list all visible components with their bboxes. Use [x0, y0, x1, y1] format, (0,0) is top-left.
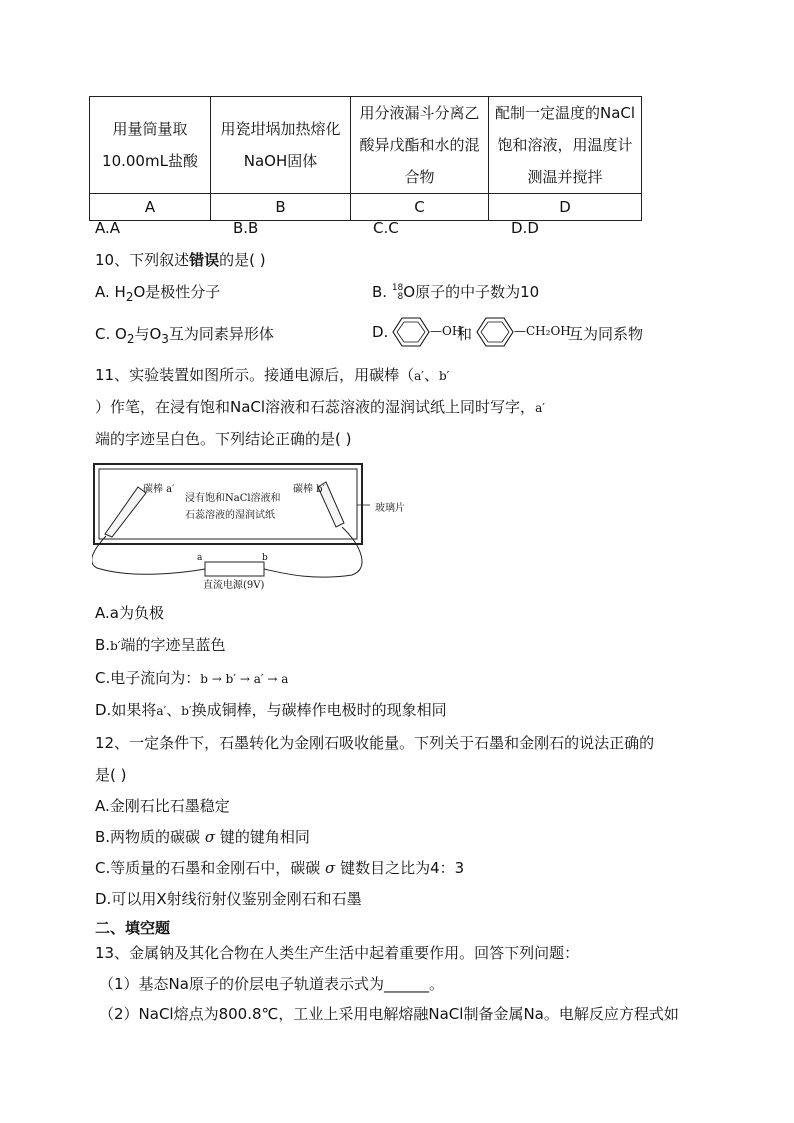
table-label: D [489, 194, 642, 221]
q10-c-text: C. O [95, 325, 127, 343]
b-prime-label: b′ [181, 704, 192, 718]
q12-b-text-end: 键的键角相同 [219, 828, 310, 846]
q10-c-text-end: 互为同素异形体 [168, 325, 274, 343]
q10-b-text-end: O原子的中子数为10 [403, 283, 540, 301]
isotope-mass: 18 [391, 282, 404, 293]
options-table [89, 96, 642, 221]
q11-c-text: C.电子流向为： [95, 669, 201, 687]
q12-c-text-end: 键数目之比为4：3 [340, 859, 465, 877]
q10-d-text: D. [372, 323, 389, 341]
b-prime-label: b′ [439, 369, 450, 383]
q10-a-sub: 2 [125, 290, 134, 304]
q11-option-a[interactable]: A.a为负极 [95, 604, 164, 622]
q10-stem-end: 的是( ) [219, 251, 266, 269]
q9-option-b[interactable]: B.B [233, 219, 259, 237]
wire-a [92, 536, 205, 574]
hydroxymethyl-label: —CH₂OH [514, 324, 571, 338]
rod-a-label: 碳棒 a′ [143, 484, 175, 495]
q10-option-c[interactable] [95, 323, 274, 346]
table-label: A [90, 194, 211, 221]
q11-d-text-end: 换成铜棒，与碳棒作电极时的现象相同 [191, 701, 447, 719]
q11-d-sep: 、 [166, 701, 182, 719]
paper-label-line1: 浸有饱和NaCl溶液和 [185, 493, 281, 504]
section-title: 二、填空题 [95, 919, 171, 937]
table-label: C [351, 194, 489, 221]
q10-a-text: A. H [95, 283, 126, 301]
carbon-rod-a [105, 487, 146, 537]
q11-stem-line3: 端的字迹呈白色。下列结论正确的是( ) [95, 430, 352, 448]
hydroxyl-label: —OH [430, 324, 463, 338]
q10-option-a[interactable] [95, 281, 220, 304]
q11-option-b[interactable] [95, 634, 225, 655]
q10-c-mid: 与O [134, 325, 162, 343]
a-prime-label: a′ [535, 401, 545, 415]
paper-label-line2: 石蕊溶液的湿润试纸 [185, 510, 275, 521]
q12-option-c[interactable] [95, 857, 464, 878]
q9-option-c[interactable]: C.C [373, 219, 399, 237]
q10-option-b[interactable] [372, 281, 539, 302]
q12-option-b[interactable] [95, 826, 310, 847]
q12-stem-line1: 12、一定条件下，石墨转化为金刚石吸收能量。下列关于石墨和金刚石的说法正确的 [95, 734, 655, 752]
sigma-symbol: σ [204, 828, 216, 846]
q10-b-isotope [392, 284, 403, 302]
q9-option-a[interactable]: A.A [95, 219, 121, 237]
benzene-ring-icon [392, 316, 432, 348]
q11-b-text: B. [95, 636, 111, 654]
q12-option-d[interactable]: D.可以用X射线衍射仪鉴别金刚石和石墨 [95, 890, 362, 908]
wire-b [264, 527, 362, 577]
q11-line1-text: 11、实验装置如图所示。接通电源后，用碳棒（ [95, 366, 415, 384]
q13-sub2: （2）NaCl熔点为800.8℃，工业上采用电解熔融NaCl制备金属Na。电解反应方程式如 [99, 1005, 679, 1023]
q11-option-d[interactable] [95, 699, 447, 720]
q10-a-text-end: O是极性分子 [133, 283, 221, 301]
table-cell: 用分液漏斗分离乙酸异戊酯和水的混合物 [351, 97, 489, 194]
power-supply [205, 562, 264, 576]
q10-d-and: 和 [457, 325, 473, 343]
a-prime-label: a′ [414, 369, 424, 383]
q13-sub1: （1）基态Na原子的价层电子轨道表示式为______。 [99, 975, 444, 993]
q11-b-text-end: 端的字迹呈蓝色 [120, 636, 226, 654]
q11-option-c[interactable] [95, 667, 288, 688]
q10-stem-text: 10、下列叙述 [95, 251, 190, 269]
q10-c-sub1: 2 [126, 332, 135, 346]
b-prime-label: b′ [110, 639, 121, 653]
table-cell: 用量筒量取10.00mL盐酸 [90, 97, 211, 194]
benzene-ring-icon [476, 316, 516, 348]
q12-stem-line2: 是( ) [95, 766, 127, 784]
electron-flow: b → b′ → a′ → a [200, 672, 289, 686]
q11-stem-line1 [95, 364, 449, 385]
electrolysis-diagram [92, 461, 370, 587]
table-cell: 配制一定温度的NaCl饱和溶液，用温度计测温并搅拌 [489, 97, 642, 194]
q12-option-a[interactable]: A.金刚石比石墨稳定 [95, 797, 230, 815]
q11-sep: 、 [423, 366, 439, 384]
table-label: B [211, 194, 351, 221]
q11-stem-line2 [95, 396, 545, 417]
table-cell: 用瓷坩埚加热熔化NaOH固体 [211, 97, 351, 194]
q13-stem: 13、金属钠及其化合物在人类生产生活中起着重要作用。回答下列问题： [95, 944, 580, 962]
q10-d-text-end: 互为同系物 [568, 325, 644, 343]
rod-b-label: 碳棒 b′ [293, 484, 325, 495]
q10-c-sub2: 3 [161, 332, 169, 346]
q11-d-text: D.如果将 [95, 701, 157, 719]
q12-b-text: B.两物质的碳碳 [95, 828, 201, 846]
sigma-symbol: σ [325, 859, 336, 877]
q9-option-d[interactable]: D.D [511, 219, 539, 237]
q10-stem [95, 249, 266, 270]
glass-label: 玻璃片 [375, 503, 405, 514]
isotope-atomic: 8 [397, 291, 404, 302]
q11-line2-text: ）作笔，在浸有饱和NaCl溶液和石蕊溶液的湿润试纸上同时写字， [95, 398, 536, 416]
q12-c-text: C.等质量的石墨和金刚石中，碳碳 [95, 859, 321, 877]
terminal-a-label: a [197, 553, 203, 563]
a-prime-label: a′ [156, 704, 167, 718]
terminal-b-label: b [262, 553, 268, 563]
power-label: 直流电源(9V) [203, 580, 265, 591]
q10-b-text: B. [372, 283, 392, 301]
q10-stem-emphasis: 错误 [189, 251, 220, 269]
